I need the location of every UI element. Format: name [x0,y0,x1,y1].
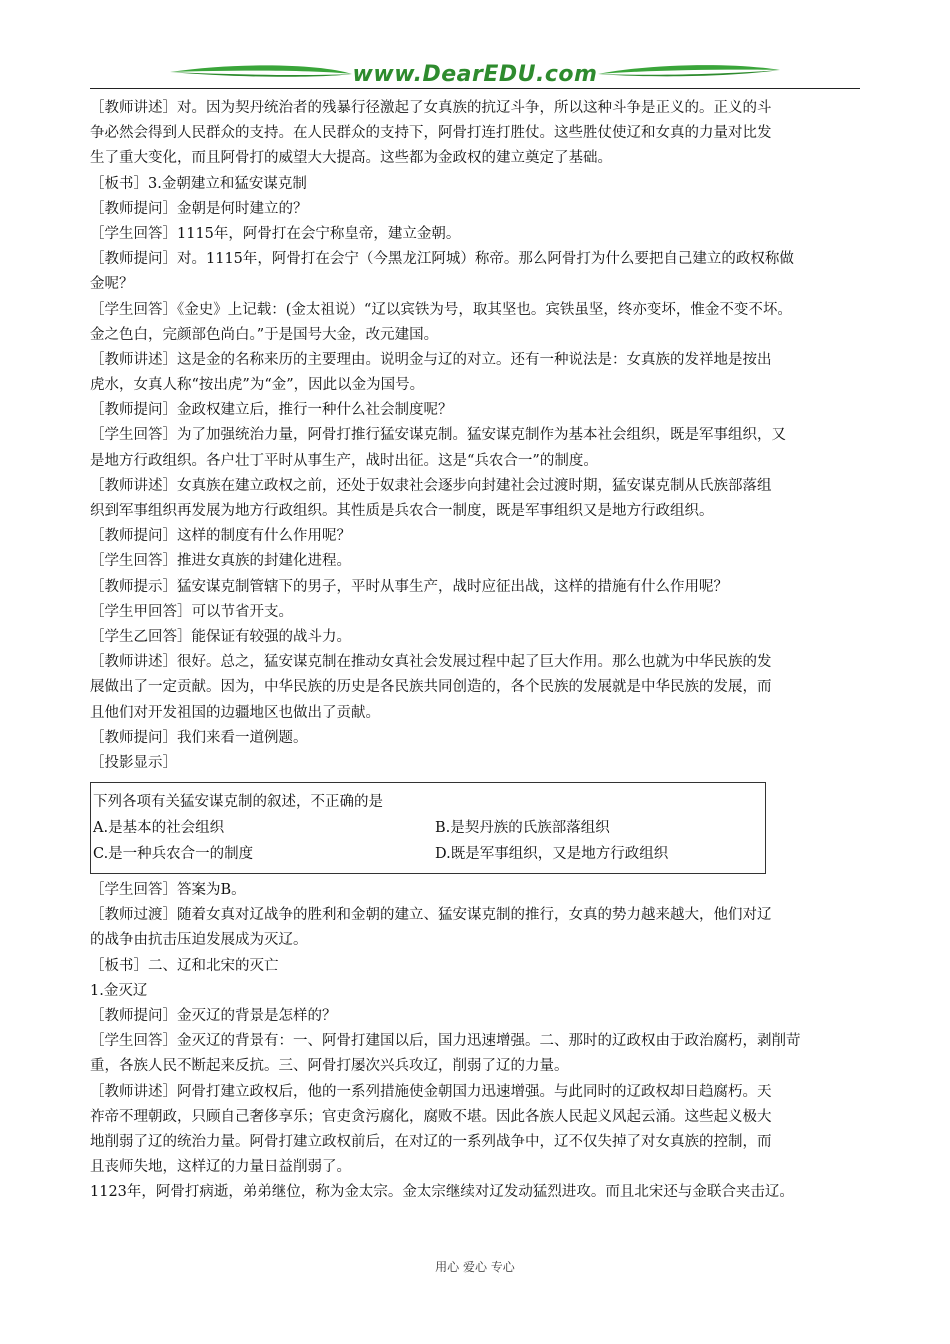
text-line: 重，各族人民不断起来反抗。三、阿骨打屡次兴兵攻辽，削弱了辽的力量。 [90,1058,569,1075]
site-logo: www.DearEDU.com [352,62,598,87]
text-line: ［板书］3.金朝建立和猛安谋克制 [90,175,307,192]
options-grid [91,815,765,867]
text-line: ［教师讲述］这是金的名称来历的主要理由。说明金与辽的对立。还有一种说法是：女真族的发祥地是按出 [90,351,772,368]
text-line: 且丧师失地，这样辽的力量日益削弱了。 [90,1159,351,1176]
header-divider [90,88,860,89]
text-line: ［教师提问］对。1115年，阿骨打在会宁（今黑龙江阿城）称帝。那么阿骨打为什么要把自己建立的政权称做 [90,251,794,268]
text-line: ［教师讲述］女真族在建立政权之前，还处于奴隶社会逐步向封建社会过渡时期，猛安谋克制从氏族部落组 [90,477,772,494]
option-c: C.是一种兵农合一的制度 [93,846,254,863]
text-line: 金呢？ [90,276,134,293]
text-line: ［教师讲述］很好。总之，猛安谋克制在推动女真社会发展过程中起了巨大作用。那么也就为中华民族的发 [90,654,772,671]
text-line: ［教师讲述］阿骨打建立政权后，他的一系列措施使金朝国力迅速增强。与此同时的辽政权却日趋腐朽。天 [90,1083,772,1100]
text-line: ［学生回答］推进女真族的封建化进程。 [90,553,351,570]
text-line: 祚帝不理朝政，只顾自己奢侈享乐；官吏贪污腐化，腐败不堪。因此各族人民起义风起云涌。这些起义极大 [90,1108,772,1125]
text-line: ［教师提问］金政权建立后，推行一种什么社会制度呢？ [90,402,453,419]
text-line: 争必然会得到人民群众的支持。在人民群众的支持下，阿骨打连打胜仗。这些胜仗使辽和女真的力量对比发 [90,125,772,142]
text-line: 地削弱了辽的统治力量。阿骨打建立政权前后，在对辽的一系列战争中，辽不仅失掉了对女真族的控制，而 [90,1133,772,1150]
text-line: ［教师提问］金朝是何时建立的？ [90,200,308,217]
text-line: ［教师提示］猛安谋克制管辖下的男子，平时从事生产，战时应征出战，这样的措施有什么作用呢？ [90,578,728,595]
text-block-after [90,878,862,1205]
text-line: 金之色白，完颜部色尚白。”于是国号大金，改元建国。 [90,326,439,343]
text-line: 1123年，阿骨打病逝，弟弟继位，称为金太宗。金太宗继续对辽发动猛烈进攻。而且北宋还与金联合夹击辽。 [90,1184,794,1201]
text-line: ［投影显示］ [90,754,177,771]
text-line: 1.金灭辽 [90,982,148,999]
text-line: ［板书］二、辽和北宋的灭亡 [90,957,279,974]
text-line: 的战争由抗击压迫发展成为灭辽。 [90,932,308,949]
text-line: ［学生乙回答］能保证有较强的战斗力。 [90,628,351,645]
text-line: 虎水，女真人称“按出虎”为“金”，因此以金为国号。 [90,377,425,394]
text-line: 展做出了一定贡献。因为，中华民族的历史是各民族共同创造的，各个民族的发展就是中华民族的发展，而 [90,679,772,696]
option-d: D.既是军事组织，又是地方行政组织 [435,846,669,863]
text-line: ［学生回答］为了加强统治力量，阿骨打推行猛安谋克制。猛安谋克制作为基本社会组织，既是军事组织，又 [90,427,786,444]
text-line: ［学生回答］答案为B。 [90,882,246,899]
text-line: ［教师过渡］随着女真对辽战争的胜利和金朝的建立、猛安谋克制的推行，女真的势力越来越大，他们对辽 [90,907,772,924]
question-text: 下列各项有关猛安谋克制的叙述，不正确的是 [93,794,383,811]
site-header [90,52,860,96]
text-block-before [90,96,862,776]
text-line: ［学生回答］《金史》上记载：(金太祖说）“辽以宾铁为号，取其坚也。宾铁虽坚，终亦变坏，惟金不变不坏。 [90,301,792,318]
text-line: ［学生回答］金灭辽的背景有：一、阿骨打建国以后，国力迅速增强。二、那时的辽政权由于政治腐朽，剥削苛 [90,1033,801,1050]
option-b: B.是契丹族的氏族部落组织 [435,820,610,837]
text-line: 且他们对开发祖国的边疆地区也做出了贡献。 [90,704,380,721]
text-line: ［学生回答］1115年，阿骨打在会宁称皇帝，建立金朝。 [90,225,461,242]
question-box [90,782,766,874]
text-line: ［教师提问］这样的制度有什么作用呢？ [90,528,351,545]
page-footer: 用心 爱心 专心 [435,1260,515,1274]
text-line: 织到军事组织再发展为地方行政组织。其性质是兵农合一制度，既是军事组织又是地方行政组织。 [90,503,714,519]
text-line: ［学生甲回答］可以节省开支。 [90,603,293,620]
text-line: ［教师提问］我们来看一道例题。 [90,729,308,746]
text-line: ［教师提问］金灭辽的背景是怎样的？ [90,1008,337,1024]
option-a: A.是基本的社会组织 [93,820,225,837]
document-body [90,96,862,1206]
text-line: 是地方行政组织。各户壮丁平时从事生产，战时出征。这是“兵农合一”的制度。 [90,452,598,469]
text-line: 生了重大变化，而且阿骨打的威望大大提高。这些都为金政权的建立奠定了基础。 [90,150,612,167]
text-line: ［教师讲述］对。因为契丹统治者的残暴行径激起了女真族的抗辽斗争，所以这种斗争是正义的。正义的斗 [90,100,772,116]
